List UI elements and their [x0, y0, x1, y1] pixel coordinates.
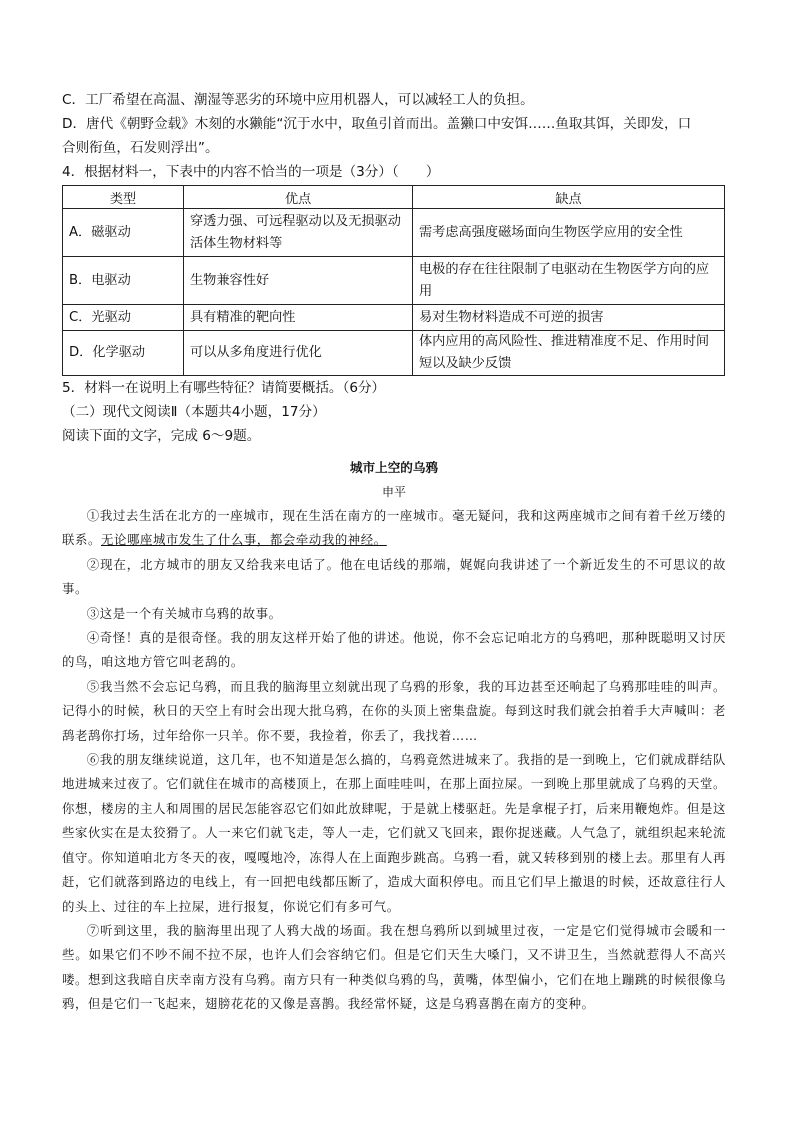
- header-pros: 优点: [184, 186, 413, 209]
- paragraph-3: ③这是一个有关城市乌鸦的故事。: [86, 605, 282, 621]
- article-author: 申平: [381, 485, 406, 499]
- table-row: [63, 305, 725, 331]
- exam-page: [62, 88, 726, 1017]
- table-row: [63, 257, 725, 305]
- comparison-table: [62, 185, 725, 376]
- paragraph-6: ⑥我的朋友继续说道，这几年，也不知道是怎么搞的，乌鸦竟然进城来了。我指的是一到晚上，它们就成群结队地进城来过夜了。它们就住在城市的高楼顶上，在那上面哇哇叫，在那上面拉屎。一到晚上那里就成了乌鸦的天堂。你想，楼房的主人和周围的居民怎能容忍它们如此放肆呢，于是就上楼驱赶。先是拿棍子打，后来用鞭炮炸。但是这些家伙实在是太狡猾了。人一来它们就飞走，等人一走，它们就又飞回来，跟你捉迷藏。人气急了，就组织起来轮流值守。你知道咱北方冬天的夜，嘎嘎地冷，冻得人在上面跑步跳高。乌鸦一看，就又转移到别的楼上去。那里有人再赶，它们就落到路边的电线上，有一回把电线都压断了，造成大面积停电。而且它们早上撤退的时候，还故意往行人的头上、过往的车上拉屎，进行报复，你说它们有多可气。: [62, 752, 726, 914]
- cell-con: 体内应用的高风险性、推进精准度不足、作用时间短以及缺少反馈: [413, 331, 725, 376]
- option-c: C．工厂希望在高温、潮湿等恶劣的环境中应用机器人，可以减轻工人的负担。: [62, 92, 534, 108]
- cell-con: 易对生物材料造成不可逆的损害: [413, 305, 725, 331]
- cell-type: A．磁驱动: [63, 209, 184, 257]
- paragraph-7: ⑦听到这里，我的脑海里出现了人鸦大战的场面。我在想乌鸦所以到城里过夜，一定是它们觉得城市会暖和一些。如果它们不吵不闹不拉不尿，也许人们会容纳它们。但是它们天生大嗓门，又不讲卫生，当然就惹得人不高兴喽。想到这我暗自庆幸南方没有乌鸦。南方只有一种类似乌鸦的鸟，黄嘴，体型偏小，它们在地上蹦跳的时候很像乌鸦，但是它们一飞起来，翅膀花花的又像是喜鹊。我经常怀疑，这是乌鸦喜鹊在南方的变种。: [62, 922, 726, 1012]
- header-type: 类型: [63, 186, 184, 209]
- cell-pro: 穿透力强、可远程驱动以及无损驱动活体生物材料等: [184, 209, 413, 257]
- cell-con: 电极的存在往往限制了电驱动在生物医学方向的应用: [413, 257, 725, 305]
- option-d-line2: 合则衔鱼，石发则浮出”。: [62, 140, 219, 156]
- paragraph-2: ②现在，北方城市的朋友又给我来电话了。他在电话线的那端，娓娓向我讲述了一个新近发生的不可思议的故事。: [62, 556, 726, 597]
- underlined-sentence: 无论哪座城市发生了什么事，都会牵动我的神经。: [100, 532, 387, 548]
- cell-type: C．光驱动: [63, 305, 184, 331]
- section-heading: （二）现代文阅读Ⅱ（本题共4小题，17分）: [62, 404, 326, 420]
- paragraph-4: ④奇怪！真的是很奇怪。我的朋友这样开始了他的讲述。他说，你不会忘记咱北方的乌鸦吧，那种既聪明又讨厌的鸟，咱这地方管它叫老鸹的。: [62, 630, 726, 670]
- reading-instruction: 阅读下面的文字，完成 6～9题。: [62, 428, 261, 444]
- cell-con: 需考虑高强度磁场面向生物医学应用的安全性: [413, 209, 725, 257]
- paragraph-5: ⑤我当然不会忘记乌鸦，而且我的脑海里立刻就出现了乌鸦的形象，我的耳边甚至还响起了乌鸦那哇哇的叫声。记得小的时候，秋日的天空上有时会出现大批乌鸦，在你的头顶上密集盘旋。每到这时我们就会拍着手大声喊叫：老鸹老鸹你打场，过年给你一只羊。你不要，我捡着，你丢了，我找着……: [62, 678, 726, 743]
- question-5: 5．材料一在说明上有哪些特征？请简要概括。（6分）: [62, 380, 386, 396]
- cell-pro: 生物兼容性好: [184, 257, 413, 305]
- paragraph-1-text: ①我过去生活在北方的一座城市，现在生活在南方的一座城市。毫无疑问，我和这两座城市之间有着千丝万缕的联系。: [62, 508, 726, 548]
- article-title: 城市上空的乌鸦: [349, 460, 439, 475]
- table-row: [63, 209, 725, 257]
- cell-type: D．化学驱动: [63, 331, 184, 376]
- cell-type: B．电驱动: [63, 257, 184, 305]
- table-header-row: [63, 186, 725, 209]
- cell-pro: 具有精准的靶向性: [184, 305, 413, 331]
- header-cons: 缺点: [413, 186, 725, 209]
- paragraph-1: [62, 504, 726, 553]
- cell-pro: 可以从多角度进行优化: [184, 331, 413, 376]
- option-d-line1: D．唐代《朝野佥载》木刻的水獭能“沉于水中，取鱼引首而出。盖獭口中安饵……鱼取其饵，关即发，口: [62, 116, 692, 132]
- table-row: [63, 331, 725, 376]
- question-4: 4．根据材料一，下表中的内容不恰当的一项是（3分）（ ）: [62, 164, 440, 180]
